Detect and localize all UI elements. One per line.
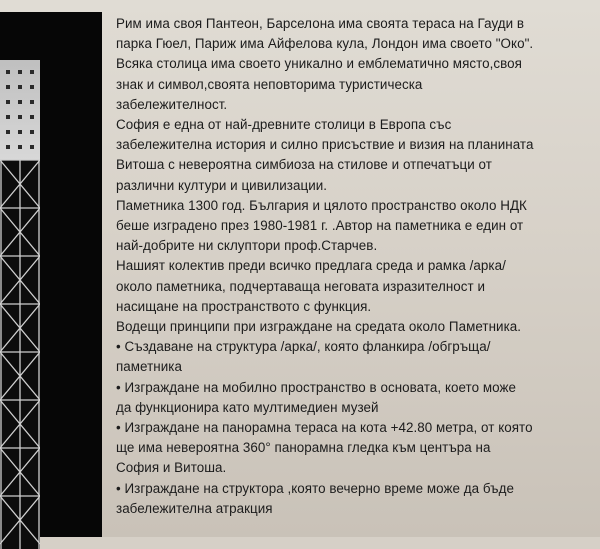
text-line: насищане на пространството с функция.	[116, 298, 372, 314]
lattice-tower-illustration	[0, 60, 40, 549]
document-text	[116, 14, 596, 519]
bullet-line: • Изграждане на структора ,която вечерно време може да бъде	[116, 480, 514, 496]
text-line: Рим има своя Пантеон, Барселона има своята тераса на Гауди в	[116, 16, 525, 31]
text-line: София е една от най-древните столици в Европа със	[116, 117, 452, 133]
text-line: Паметника 1300 год. България и цялото пространство около НДК	[116, 197, 527, 213]
text-line: забележителна история и силно присъствие и визия на планината	[116, 137, 534, 153]
text-line: София и Витоша.	[116, 460, 227, 476]
text-line: парка Гюел, Париж има Айфелова кула, Лондон има своето "Око".	[116, 36, 534, 52]
text-line: ще има невероятна 360° панорамна гледка към центъра на	[116, 440, 491, 456]
text-line: забележителна атракция	[116, 500, 273, 516]
text-line: различни култури и цивилизации.	[116, 177, 328, 193]
bullet-line: • Създаване на структура /арка/, която фланкира /обгръща/	[116, 339, 491, 355]
text-line: Всяка столица има своето уникално и емблематично място,своя	[116, 56, 522, 72]
text-line: Водещи принципи при изграждане на средата около Паметника.	[116, 319, 522, 335]
tower-image-panel	[0, 12, 102, 537]
text-line: около паметника, подчертаваща неговата изразителност и	[116, 278, 486, 294]
text-line: Витоша с невероятна симбиоза на стилове и отпечатъци от	[116, 157, 492, 173]
text-line: Нашият колектив преди всичко предлага среда и рамка /арка/	[116, 258, 506, 274]
text-line: забележителност.	[116, 96, 228, 112]
text-line: да функционира като мултимедиен музей	[116, 399, 379, 415]
text-line: паметника	[116, 359, 182, 375]
text-line: най-добрите ни склуптори проф.Старчев.	[116, 238, 378, 254]
text-line: знак и символ,своята неповторима туристическа	[116, 76, 423, 92]
text-line: беше изградено през 1980-1981 г. .Автор на паметника е един от	[116, 218, 524, 234]
bullet-line: • Изграждане на панорамна тераса на кота +42.80 метра, от която	[116, 420, 533, 436]
bullet-line: • Изграждане на мобилно пространство в основата, което може	[116, 379, 516, 395]
